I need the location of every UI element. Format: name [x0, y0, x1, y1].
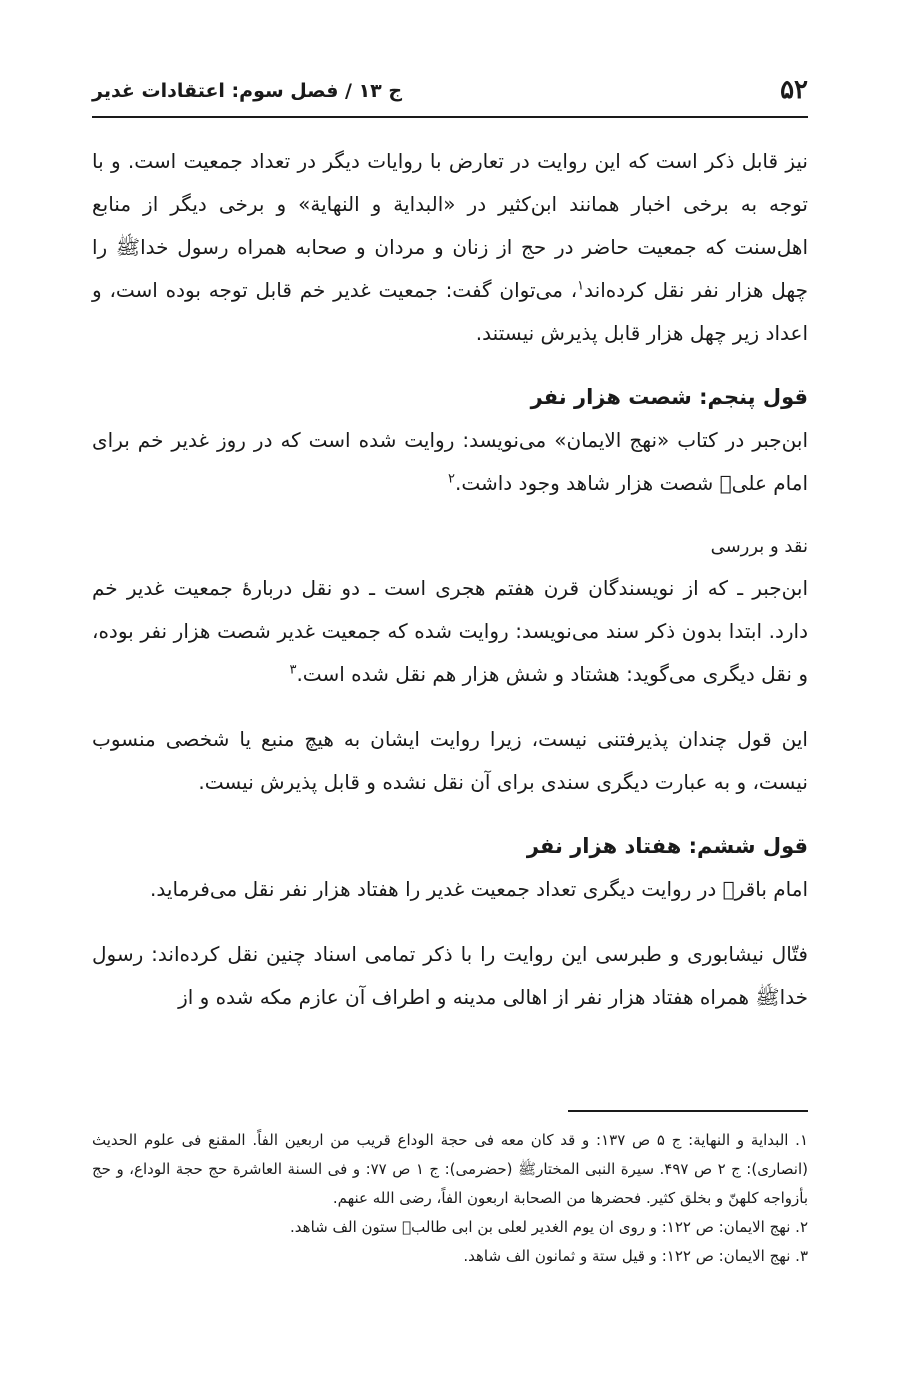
paragraph-4: این قول چندان پذیرفتنی نیست، زیرا روایت ایشان به هیچ منبع یا شخصی منسوب نیست، و به عبارت دیگری سندی برای آن نقل نشده و قابل پذیرش نیست.: [92, 727, 808, 794]
paragraph-1-text: نیز قابل ذکر است که این روایت در تعارض با روایات دیگر در تعداد جمعیت است. و با توجه به برخی اخبار همانند ابن‌کثیر در «البدایة و النهایة» و برخی دیگر از منابع اهل‌سنت که جمعیت حاضر در حج از زنان و مردان و صحابه همراه رسول خداﷺ را چهل هزار نفر نقل کرده‌اند: [92, 149, 808, 302]
footnote-divider: [568, 1110, 808, 1112]
subheading-critique: نقد و بررسی: [710, 536, 808, 557]
paragraph-3: [92, 567, 808, 696]
page-header: [92, 70, 808, 118]
paragraph-2-text: ابن‌جبر در کتاب «نهج الایمان» می‌نویسد: روایت شده است که در روز غدیر خم برای امام علیؑ شصت هزار شاهد وجود داشت.: [92, 428, 808, 495]
paragraph-6: فتّال نیشابوری و طبرسی این روایت را با ذکر تمامی اسناد چنین نقل کرده‌اند: رسول خداﷺ همراه هفتاد هزار نفر از اهالی مدینه و اطراف آن عازم مکه شده و از: [92, 942, 808, 1009]
footnote-3: ۳. نهج الایمان: ص ۱۲۲: و قیل ستة و ثمانون الف شاهد.: [463, 1247, 808, 1265]
section-heading-6: قول ششم: هفتاد هزار نفر: [526, 834, 808, 858]
footnote-1: ۱. البدایة و النهایة: ج ۵ ص ۱۳۷: و قد کان معه فی حجة الوداع قریب من اربعین الفاً. المقنع فی علوم الحدیث (انصاری): ج ۲ ص ۴۹۷. سیرة النبی المختارﷺ (حضرمی): ج ۱ ص ۷۷: و فی السنة العاشرة حج حجة الوداع، و حج بأزواجه کلهنّ و بخلق کثیر. فحضرها من الصحابة اربعون الفاً، رضی الله عنهم.: [92, 1131, 809, 1207]
paragraph-2: [92, 419, 808, 505]
footnote-ref-3: ۳: [289, 662, 297, 678]
main-text: [92, 140, 808, 1041]
section-heading-5: قول پنجم: شصت هزار نفر: [530, 385, 808, 409]
paragraph-1: [92, 140, 808, 355]
paragraph-5: امام باقرؑ در روایت دیگری تعداد جمعیت غدیر را هفتاد هزار نفر نقل می‌فرماید.: [150, 877, 808, 901]
paragraph-1-end: ، می‌توان گفت: جمعیت غدیر خم قابل توجه بوده است، و اعداد زیر چهل هزار قابل پذیرش نیستند.: [92, 278, 808, 345]
footnote-ref-1: ۱: [577, 278, 585, 294]
footnote-2: ۲. نهج الایمان: ص ۱۲۲: و روی ان یوم الغدیر لعلی بن ابی طالبؑ ستون الف شاهد.: [290, 1218, 808, 1236]
running-title: ج ۱۳ / فصل سوم: اعتقادات غدیر: [92, 80, 403, 102]
paragraph-3-text: ابن‌جبر ـ که از نویسندگان قرن هفتم هجری است ـ دو نقل دربارۀ جمعیت غدیر خم دارد. ابتدا بدون ذکر سند می‌نویسد: روایت شده که جمعیت غدیر شصت هزار نفر بوده، و نقل دیگری می‌گوید: هشتاد و شش هزار هم نقل شده است.: [92, 576, 808, 686]
footnotes: [92, 1126, 808, 1271]
footnote-ref-2: ۲: [447, 471, 455, 487]
page-number: ۵۲: [780, 75, 808, 105]
